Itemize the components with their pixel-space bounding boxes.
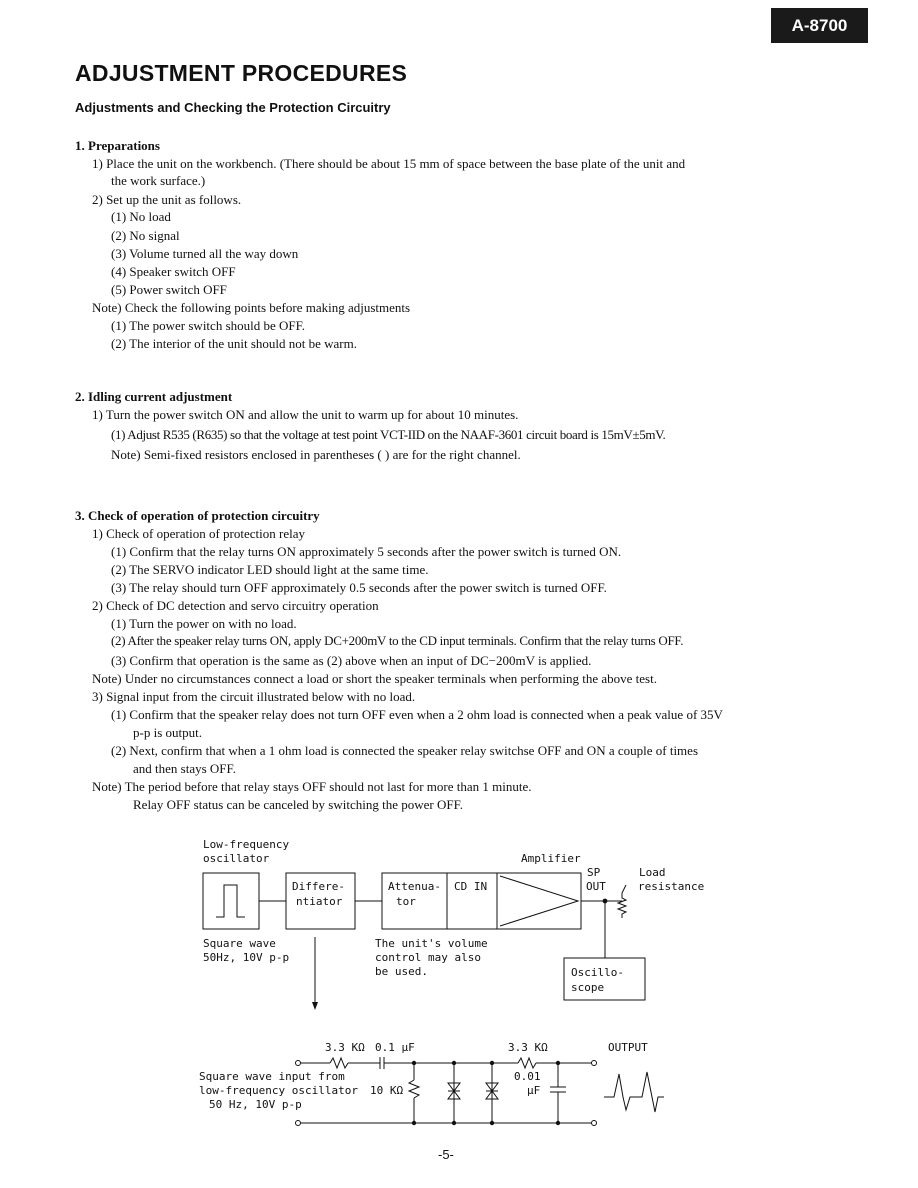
diagram-label: Oscillo-	[571, 966, 624, 979]
diode-2	[486, 1083, 498, 1091]
diagram-label: SP	[587, 866, 601, 879]
text-line: Relay OFF status can be canceled by switching the power OFF.	[133, 797, 464, 812]
text-line: the work surface.)	[111, 173, 206, 188]
diagram-label: scope	[571, 981, 605, 994]
text-line: (4) Speaker switch OFF	[111, 264, 236, 279]
resistor-r1	[330, 1058, 348, 1068]
square-wave-icon	[216, 885, 245, 917]
text-line: (1) Confirm that the speaker relay does not turn OFF even when a 2 ohm load is connected when a peak value of 35V	[111, 707, 723, 722]
diagram-label: control may also	[375, 951, 481, 964]
circuit-label: 3.3 KΩ	[508, 1041, 548, 1054]
diagram-label: CD IN	[454, 880, 488, 893]
text-line: Note) Check the following points before making adjustments	[92, 300, 411, 315]
diagram-label: Square wave	[203, 937, 276, 950]
text-line: 1) Turn the power switch ON and allow the unit to warm up for about 10 minutes.	[92, 407, 519, 422]
amplifier-triangle	[500, 876, 578, 926]
oscillator-box	[203, 873, 259, 929]
amplifier-box	[497, 873, 581, 929]
diagram-label: The unit's volume	[375, 937, 488, 950]
diagram-label: oscillator	[203, 852, 270, 865]
diagram-label: Attenua-	[388, 880, 441, 893]
text-line: (2) The SERVO indicator LED should light at the same time.	[111, 562, 429, 577]
circuit-label: 3.3 KΩ	[325, 1041, 365, 1054]
text-line: (2) Next, confirm that when a 1 ohm load is connected the speaker relay switchse OFF and ON a couple of times	[111, 743, 698, 758]
text-line: (3) Volume turned all the way down	[111, 246, 299, 261]
diagram-label: Load	[639, 866, 666, 879]
output-waveform	[604, 1072, 664, 1112]
circuit-label: 50 Hz, 10V p-p	[209, 1098, 302, 1111]
text-line: (1) The power switch should be OFF.	[111, 318, 306, 333]
circuit-label: low-frequency oscillator	[199, 1084, 358, 1097]
page-number: -5-	[438, 1147, 454, 1162]
page-title: ADJUSTMENT PROCEDURES	[75, 60, 408, 86]
text-line: (1) Adjust R535 (R635) so that the voltage at test point VCT-IID on the NAAF-3601 circuit board is 15mV±5mV.	[111, 427, 666, 442]
diagram-label: resistance	[638, 880, 705, 893]
resistor-r3	[409, 1080, 419, 1098]
text-line: 1) Place the unit on the workbench. (There should be about 15 mm of space between the base plate of the unit and	[92, 156, 686, 171]
text-line: (3) The relay should turn OFF approximately 0.5 seconds after the power switch is turned OFF.	[111, 580, 607, 595]
text-line: 2) Check of DC detection and servo circuitry operation	[92, 598, 379, 613]
text-line: 3) Signal input from the circuit illustrated below with no load.	[92, 689, 416, 704]
text-line: (2) After the speaker relay turns ON, apply DC+200mV to the CD input terminals. Confirm that the relay turns OFF.	[111, 633, 684, 648]
diagram-label: be used.	[375, 965, 428, 978]
diode-1	[448, 1083, 460, 1091]
text-line: (1) Confirm that the relay turns ON approximately 5 seconds after the power switch is turned ON.	[111, 544, 622, 559]
circuit-label: 0.01	[514, 1070, 541, 1083]
page-subtitle: Adjustments and Checking the Protection Circuitry	[75, 100, 391, 115]
text-line: (2) No signal	[111, 228, 180, 243]
text-line: (1) No load	[111, 209, 171, 224]
diagram-label: OUT	[586, 880, 606, 893]
section-1-heading: 1. Preparations	[75, 138, 160, 153]
text-line: and then stays OFF.	[133, 761, 236, 776]
text-line: p-p is output.	[133, 725, 202, 740]
resistor-r2	[518, 1058, 536, 1068]
model-tag: A-8700	[771, 8, 868, 43]
circuit-label: 0.1 μF	[375, 1041, 415, 1054]
circuit-label: μF	[527, 1084, 541, 1097]
text-line: Note) The period before that relay stays OFF should not last for more than 1 minute.	[92, 779, 532, 794]
diagram-label: Amplifier	[521, 852, 581, 865]
text-line: Note) Under no circumstances connect a load or short the speaker terminals when performing the above test.	[92, 671, 657, 686]
section-2-heading: 2. Idling current adjustment	[75, 389, 233, 404]
diagram-label: tor	[396, 895, 416, 908]
diagram-label: Low-frequency	[203, 838, 290, 851]
circuit-label: 10 KΩ	[370, 1084, 404, 1097]
circuit-label: Square wave input from	[199, 1070, 345, 1083]
diagram-label: Differe-	[292, 880, 345, 893]
circuit-label: OUTPUT	[608, 1041, 648, 1054]
text-line: (5) Power switch OFF	[111, 282, 227, 297]
diagram-label: 50Hz, 10V p-p	[203, 951, 290, 964]
load-resistor	[618, 893, 626, 918]
diagram-label: ntiator	[296, 895, 343, 908]
text-line: 2) Set up the unit as follows.	[92, 192, 242, 207]
text-line: (2) The interior of the unit should not be warm.	[111, 336, 357, 351]
text-line: 1) Check of operation of protection relay	[92, 526, 305, 541]
text-line: (1) Turn the power on with no load.	[111, 616, 297, 631]
text-line: Note) Semi-fixed resistors enclosed in parentheses ( ) are for the right channel.	[111, 447, 521, 462]
section-3-heading: 3. Check of operation of protection circuitry	[75, 508, 320, 523]
text-line: (3) Confirm that operation is the same as (2) above when an input of DC−200mV is applied.	[111, 653, 592, 668]
